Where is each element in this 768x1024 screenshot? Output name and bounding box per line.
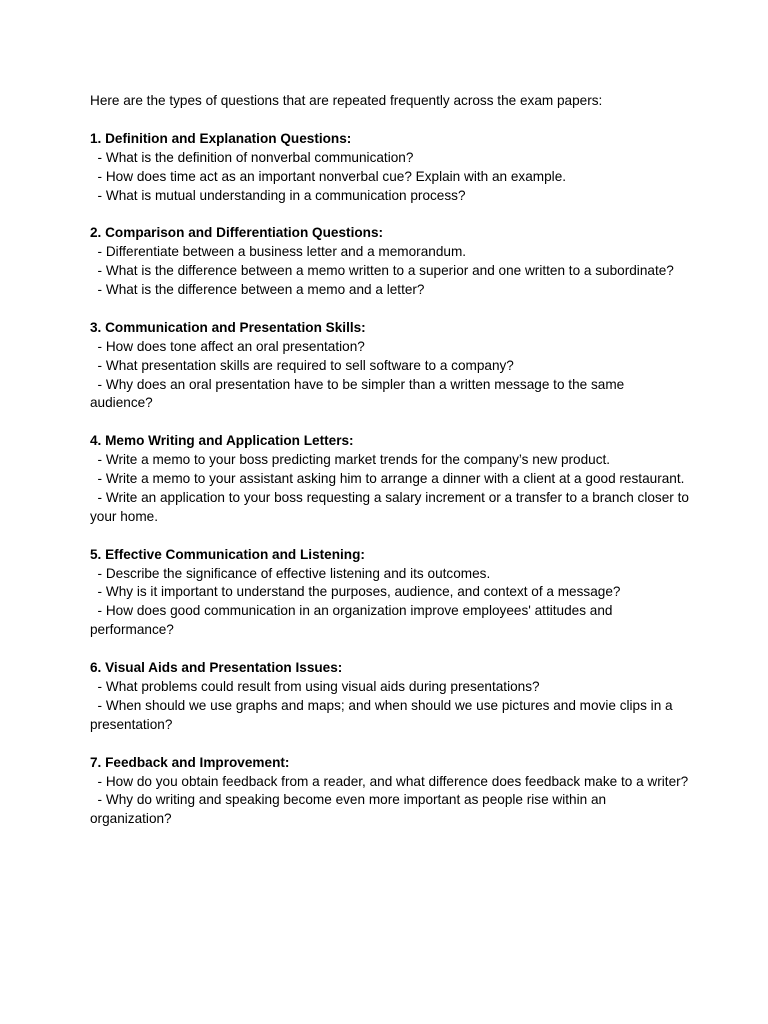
section-title: 2. Comparison and Differentiation Questions:: [90, 225, 384, 241]
section-title: 4. Memo Writing and Application Letters:: [90, 433, 354, 449]
question-item: - Differentiate between a business letter and a memorandum.: [90, 243, 690, 262]
section-listening: [90, 546, 690, 641]
section-title: 6. Visual Aids and Presentation Issues:: [90, 660, 343, 676]
question-item: - How does good communication in an organization improve employees' attitudes and performance?: [90, 602, 690, 640]
question-item: - Describe the significance of effective listening and its outcomes.: [90, 565, 690, 584]
section-visual-aids: [90, 659, 690, 735]
section-comparison: [90, 224, 690, 300]
section-title: 1. Definition and Explanation Questions:: [90, 130, 352, 146]
question-item: - When should we use graphs and maps; and when should we use pictures and movie clips in a presentation?: [90, 697, 690, 735]
section-title: 3. Communication and Presentation Skills:: [90, 319, 366, 335]
section-presentation-skills: [90, 319, 690, 414]
intro-text: Here are the types of questions that are repeated frequently across the exam papers:: [90, 93, 603, 108]
section-feedback: [90, 754, 690, 830]
section-definition: [90, 130, 690, 206]
question-item: - What is mutual understanding in a communication process?: [90, 187, 690, 206]
question-item: - What is the difference between a memo written to a superior and one written to a subordinate?: [90, 262, 690, 281]
section-title: 7. Feedback and Improvement:: [90, 754, 290, 770]
section-memo-writing: [90, 432, 690, 527]
question-item: - Write an application to your boss requesting a salary increment or a transfer to a branch closer to your home.: [90, 489, 690, 527]
question-item: - Why do writing and speaking become even more important as people rise within an organization?: [90, 791, 690, 829]
question-item: - How do you obtain feedback from a reader, and what difference does feedback make to a writer?: [90, 773, 690, 792]
question-item: - Why is it important to understand the purposes, audience, and context of a message?: [90, 583, 690, 602]
question-item: - How does tone affect an oral presentation?: [90, 338, 690, 357]
question-item: - Write a memo to your assistant asking him to arrange a dinner with a client at a good restaurant.: [90, 470, 690, 489]
question-item: - What is the definition of nonverbal communication?: [90, 149, 690, 168]
question-item: - What presentation skills are required to sell software to a company?: [90, 357, 690, 376]
question-item: - How does time act as an important nonverbal cue? Explain with an example.: [90, 168, 690, 187]
document-body: [90, 92, 690, 848]
question-item: - Why does an oral presentation have to be simpler than a written message to the same audience?: [90, 376, 690, 414]
question-item: - What problems could result from using visual aids during presentations?: [90, 678, 690, 697]
question-item: - Write a memo to your boss predicting market trends for the company’s new product.: [90, 451, 690, 470]
question-item: - What is the difference between a memo and a letter?: [90, 281, 690, 300]
section-title: 5. Effective Communication and Listening:: [90, 546, 365, 562]
